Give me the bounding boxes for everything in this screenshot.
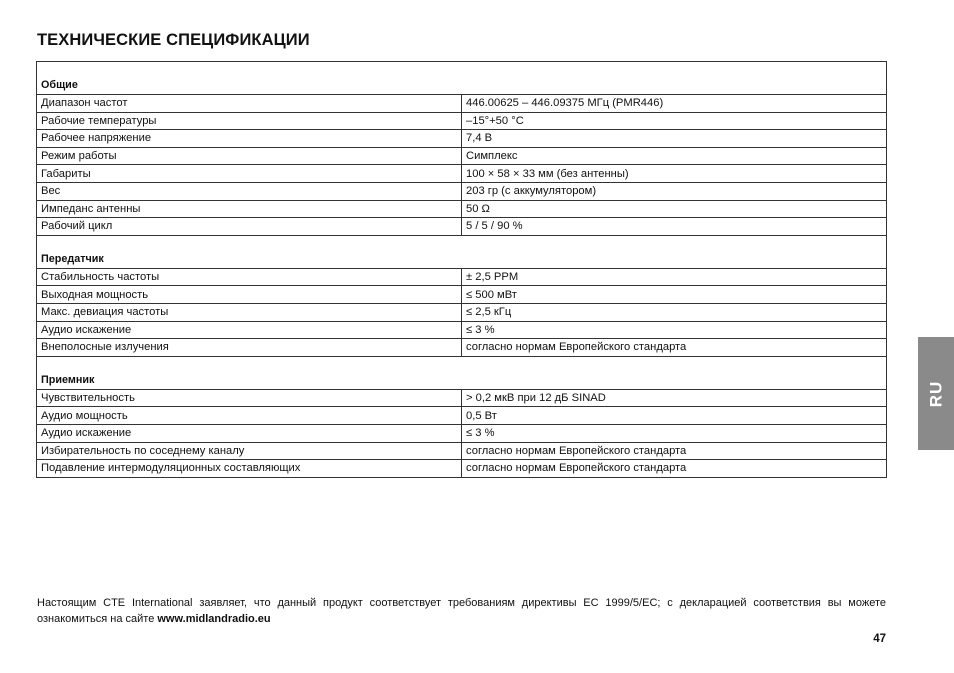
table-row (37, 112, 887, 130)
declaration-text: Настоящим CTE International заявляет, что данный продукт соответствует требованиям директивы EC 1999/5/EC; с декларацией соответствия вы можете ознакомиться на сайте (37, 597, 886, 625)
table-row (37, 95, 887, 113)
language-tab (918, 337, 954, 450)
spec-label: Аудио искажение (37, 424, 462, 442)
table-row (37, 303, 887, 321)
table-row (37, 182, 887, 200)
spec-label: Аудио мощность (37, 407, 462, 425)
spec-label: Макс. девиация частоты (37, 303, 462, 321)
spec-value: Симплекс (462, 147, 887, 165)
spec-label: Рабочий цикл (37, 218, 462, 236)
spec-label: Режим работы (37, 147, 462, 165)
spec-value: 5 / 5 / 90 % (462, 218, 887, 236)
spec-table (36, 61, 887, 478)
website-link[interactable]: www.midlandradio.eu (157, 612, 271, 625)
spec-value: 203 гр (с аккумулятором) (462, 182, 887, 200)
spec-value: 446.00625 – 446.09375 МГц (PMR446) (462, 95, 887, 113)
table-row (37, 130, 887, 148)
table-row (37, 268, 887, 286)
table-row (37, 321, 887, 339)
spec-value: 100 × 58 × 33 мм (без антенны) (462, 165, 887, 183)
table-row (37, 286, 887, 304)
spec-value: 0,5 Вт (462, 407, 887, 425)
spec-value: ± 2,5 PPM (462, 268, 887, 286)
spec-value: ≤ 3 % (462, 424, 887, 442)
language-tab-label: RU (926, 380, 945, 407)
spec-table-body (37, 62, 887, 478)
table-row (37, 407, 887, 425)
table-row (37, 389, 887, 407)
spec-value: ≤ 3 % (462, 321, 887, 339)
spec-label: Выходная мощность (37, 286, 462, 304)
spec-value: ≤ 2,5 кГц (462, 303, 887, 321)
section-header-row (37, 356, 887, 389)
section-header-row (37, 235, 887, 268)
spec-value: 50 Ω (462, 200, 887, 218)
spec-label: Аудио искажение (37, 321, 462, 339)
spec-value: согласно нормам Европейского стандарта (462, 339, 887, 357)
spec-label: Диапазон частот (37, 95, 462, 113)
spec-value: –15°+50 °C (462, 112, 887, 130)
table-row (37, 165, 887, 183)
table-row (37, 442, 887, 460)
spec-value: согласно нормам Европейского стандарта (462, 442, 887, 460)
section-header: Общие (37, 62, 887, 95)
spec-label: Импеданс антенны (37, 200, 462, 218)
table-row (37, 424, 887, 442)
declaration-footer (37, 596, 886, 627)
spec-label: Избирательность по соседнему каналу (37, 442, 462, 460)
table-row (37, 339, 887, 357)
page-number: 47 (873, 633, 886, 645)
section-header-row (37, 62, 887, 95)
spec-value: ≤ 500 мВт (462, 286, 887, 304)
table-row (37, 147, 887, 165)
spec-label: Внеполосные излучения (37, 339, 462, 357)
spec-value: > 0,2 мкВ при 12 дБ SINAD (462, 389, 887, 407)
section-header: Передатчик (37, 235, 887, 268)
spec-label: Вес (37, 182, 462, 200)
table-row (37, 218, 887, 236)
spec-value: 7,4 В (462, 130, 887, 148)
spec-label: Рабочие температуры (37, 112, 462, 130)
table-row (37, 460, 887, 478)
table-row (37, 200, 887, 218)
spec-label: Рабочее напряжение (37, 130, 462, 148)
section-header: Приемник (37, 356, 887, 389)
spec-label: Габариты (37, 165, 462, 183)
page-title: ТЕХНИЧЕСКИЕ СПЕЦИФИКАЦИИ (37, 31, 310, 49)
spec-label: Подавление интермодуляционных составляющих (37, 460, 462, 478)
spec-label: Стабильность частоты (37, 268, 462, 286)
spec-value: согласно нормам Европейского стандарта (462, 460, 887, 478)
spec-label: Чувствительность (37, 389, 462, 407)
